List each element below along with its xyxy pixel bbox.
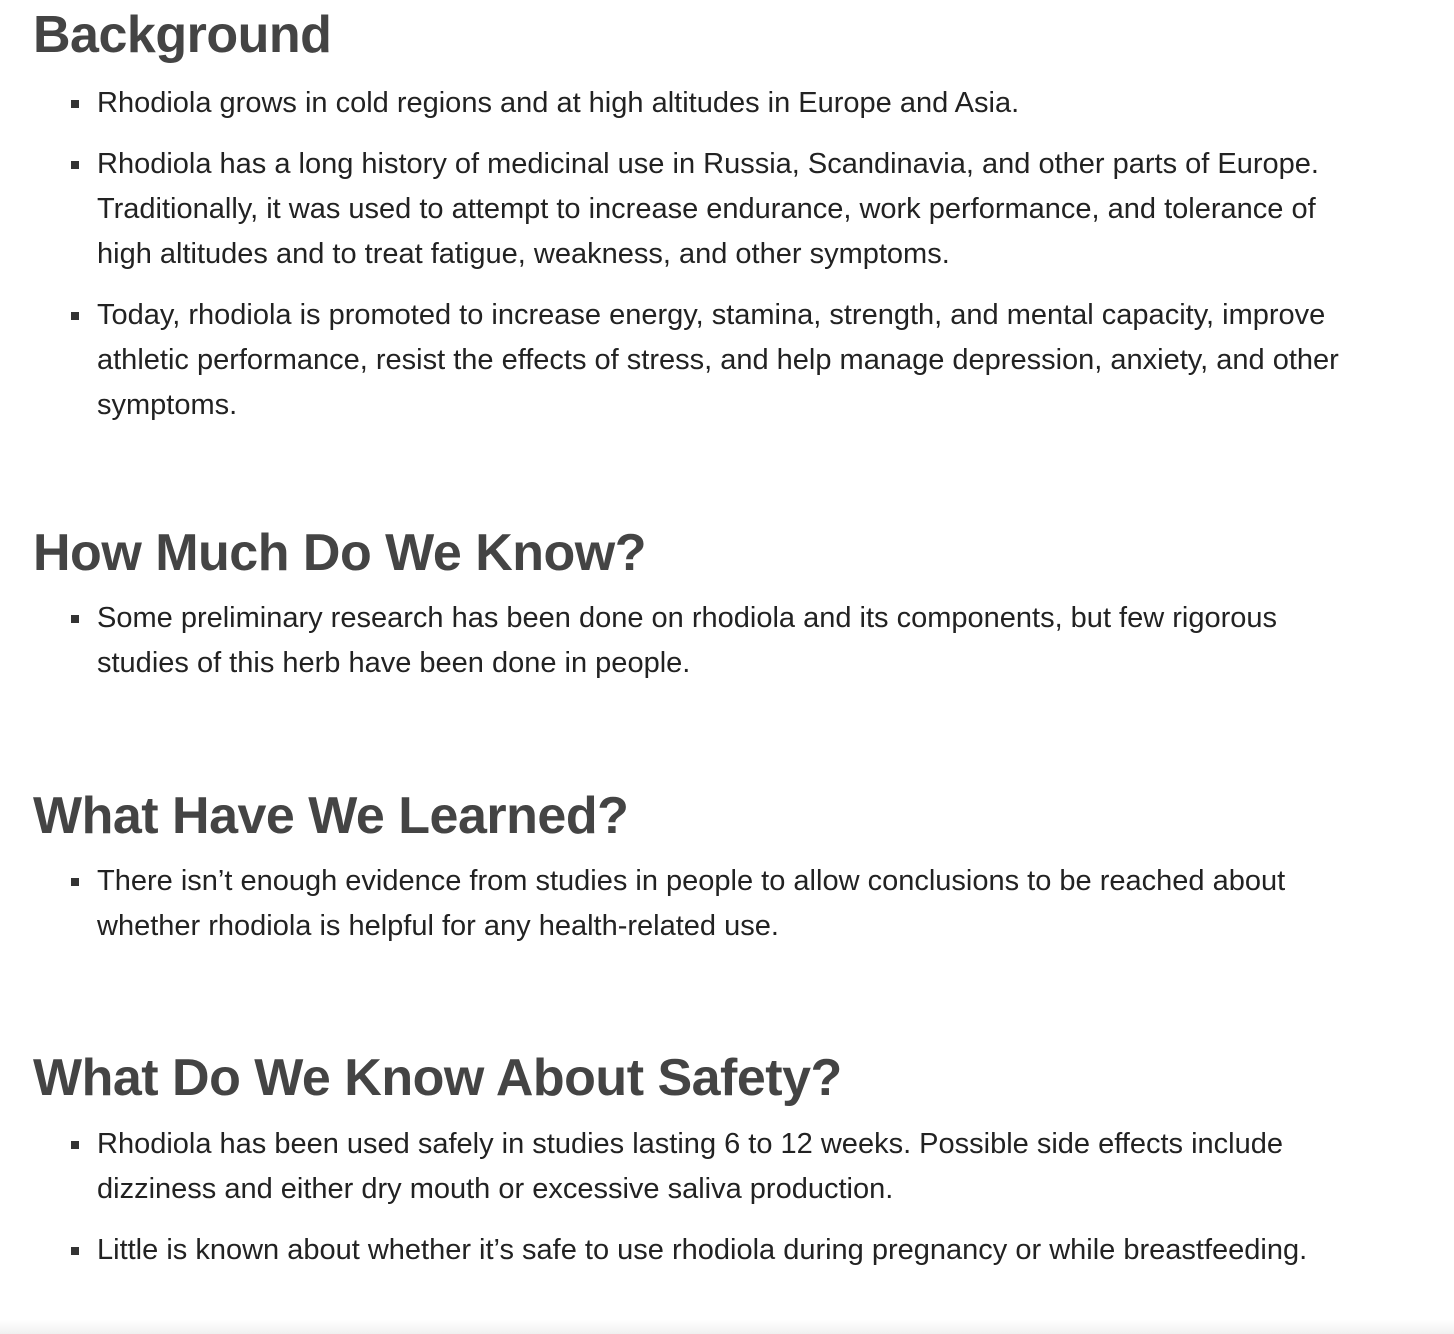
list-item-text: Rhodiola has a long history of medicinal use in Russia, Scandinavia, and other parts of Europe. Traditionally, it was used to attempt to increase endurance, work performance, and tolerance of high altitudes and to treat fatigue, weakness, and other symptoms. [97, 148, 1319, 270]
list-item-text: There isn’t enough evidence from studies in people to allow conclusions to be reached about whether rhodiola is helpful for any health-related use. [97, 865, 1286, 942]
square-bullet-icon [71, 100, 79, 108]
square-bullet-icon [71, 878, 79, 886]
section-background [33, 0, 1363, 428]
bullet-list [33, 596, 1363, 686]
section-heading: Background [33, 6, 332, 64]
section-what-have-we-learned [33, 781, 1363, 949]
list-item-text: Little is known about whether it’s safe to use rhodiola during pregnancy or while breastfeeding. [97, 1234, 1308, 1266]
section-heading: What Do We Know About Safety? [33, 1049, 842, 1107]
list-item [33, 596, 1363, 686]
square-bullet-icon [71, 1141, 79, 1149]
list-item-text: Rhodiola has been used safely in studies lasting 6 to 12 weeks. Possible side effects include dizziness and either dry mouth or excessive saliva production. [97, 1128, 1283, 1205]
list-item-text: Today, rhodiola is promoted to increase energy, stamina, strength, and mental capacity, improve athletic performance, resist the effects of stress, and help manage depression, anxiety, and other symptoms. [97, 299, 1339, 421]
section-heading: How Much Do We Know? [33, 524, 646, 582]
section-how-much-do-we-know [33, 518, 1363, 686]
bullet-list [33, 859, 1363, 949]
square-bullet-icon [71, 1247, 79, 1255]
bottom-edge-shadow [0, 1320, 1454, 1334]
square-bullet-icon [71, 312, 79, 320]
square-bullet-icon [71, 615, 79, 623]
list-item [33, 1122, 1363, 1212]
list-item [33, 142, 1363, 277]
bullet-list [33, 81, 1363, 428]
list-item [33, 1228, 1363, 1273]
bullet-list [33, 1122, 1363, 1273]
list-item-text: Some preliminary research has been done on rhodiola and its components, but few rigorous studies of this herb have been done in people. [97, 602, 1278, 679]
section-safety [33, 1043, 1363, 1273]
square-bullet-icon [71, 161, 79, 169]
list-item-text: Rhodiola grows in cold regions and at high altitudes in Europe and Asia. [97, 87, 1020, 119]
list-item [33, 859, 1363, 949]
section-heading: What Have We Learned? [33, 787, 629, 845]
list-item [33, 293, 1363, 428]
list-item [33, 81, 1363, 126]
